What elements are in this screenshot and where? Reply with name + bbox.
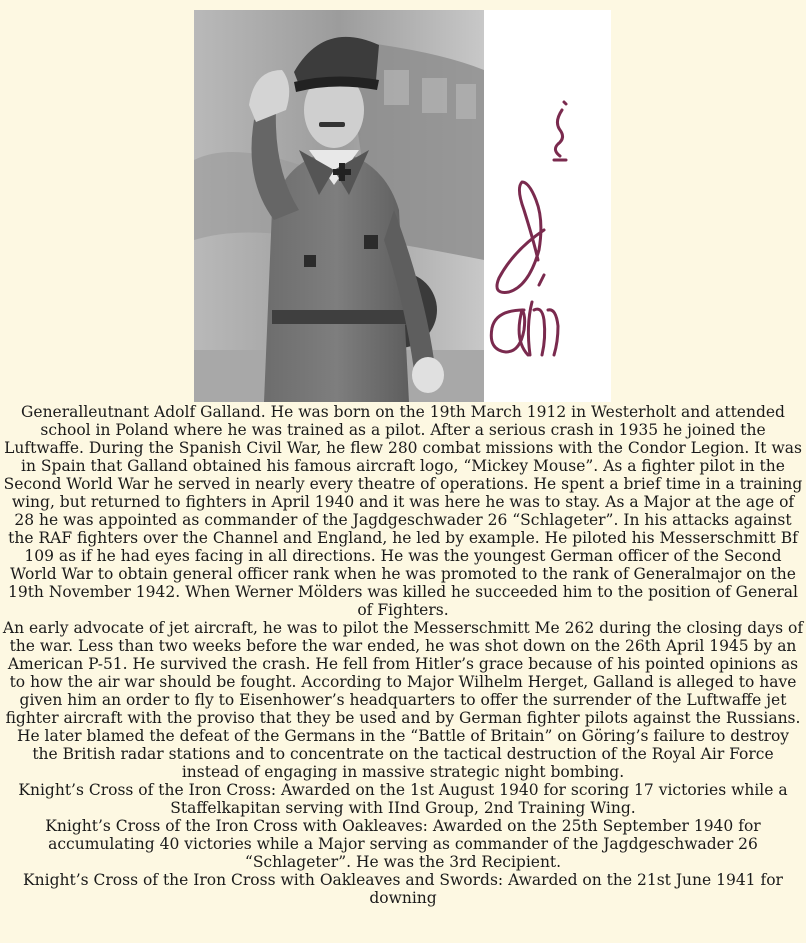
biography-text: [2, 403, 804, 907]
portrait-drawing: [194, 10, 484, 402]
bio-paragraph-2: An early advocate of jet aircraft, he was to pilot the Messerschmitt Me 262 during the closing days of the war. Less than two weeks before the war ended, he was shot down on the 26th April 1945 by an American P-51. He survived the crash. He fell from Hitler’s grace because of his pointed opinions as to how the air war should be fought. According to Major Wilhelm Herget, Galland is alleged to have given him an order to fly to Eisenhower’s headquarters to offer the surrender of the Luftwaffe jet fighter aircraft with the proviso that they be used and by German fighter pilots against the Russians. He later blamed the defeat of the Germans in the “Battle of Britain” on Göring’s failure to destroy the British radar stations and to concentrate on the tactical destruction of the Royal Air Force instead of engaging in massive strategic night bombing.: [2, 619, 804, 781]
award-oakleaves-swords: Knight’s Cross of the Iron Cross with Oakleaves and Swords: Awarded on the 21st June 1941 for downing: [23, 871, 783, 907]
bio-paragraph-1: Generalleutnant Adolf Galland. He was born on the 19th March 1912 in Westerholt and attended school in Poland where he was trained as a pilot. After a serious crash in 1935 he joined the Luftwaffe. During the Spanish Civil War, he flew 280 combat missions with the Condor Legion. It was in Spain that Galland obtained his famous aircraft logo, “Mickey Mouse”. As a fighter pilot in the Second World War he served in nearly every theatre of operations. He spent a brief time in a training wing, but returned to fighters in April 1940 and it was here he was to stay. As a Major at the age of 28 he was appointed as commander of the Jagdgeschwader 26 “Schlageter”. In his attacks against the RAF fighters over the Channel and England, he led by example. He piloted his Messerschmitt Bf 109 as if he had eyes facing in all directions. He was the youngest German officer of the Second World War to obtain general officer rank when he was promoted to the rank of Generalmajor on the 19th November 1942. When Werner Mölders was killed he succeeded him to the position of General of Fighters.: [3, 403, 803, 619]
portrait-photo: [194, 10, 484, 402]
portrait-figure: [194, 10, 611, 402]
award-knights-cross: Knight’s Cross of the Iron Cross: Awarded on the 1st August 1940 for scoring 17 victories while a Staffelkapitan serving with IInd Group, 2nd Training Wing.: [18, 781, 788, 817]
signature: [484, 10, 611, 402]
signature-drawing: [484, 10, 611, 402]
award-oakleaves: Knight’s Cross of the Iron Cross with Oakleaves: Awarded on the 25th September 1940 for accumulating 40 victories while a Major serving as commander of the Jagdgeschwader 26 “Schlageter”. He was the 3rd Recipient.: [45, 817, 761, 871]
